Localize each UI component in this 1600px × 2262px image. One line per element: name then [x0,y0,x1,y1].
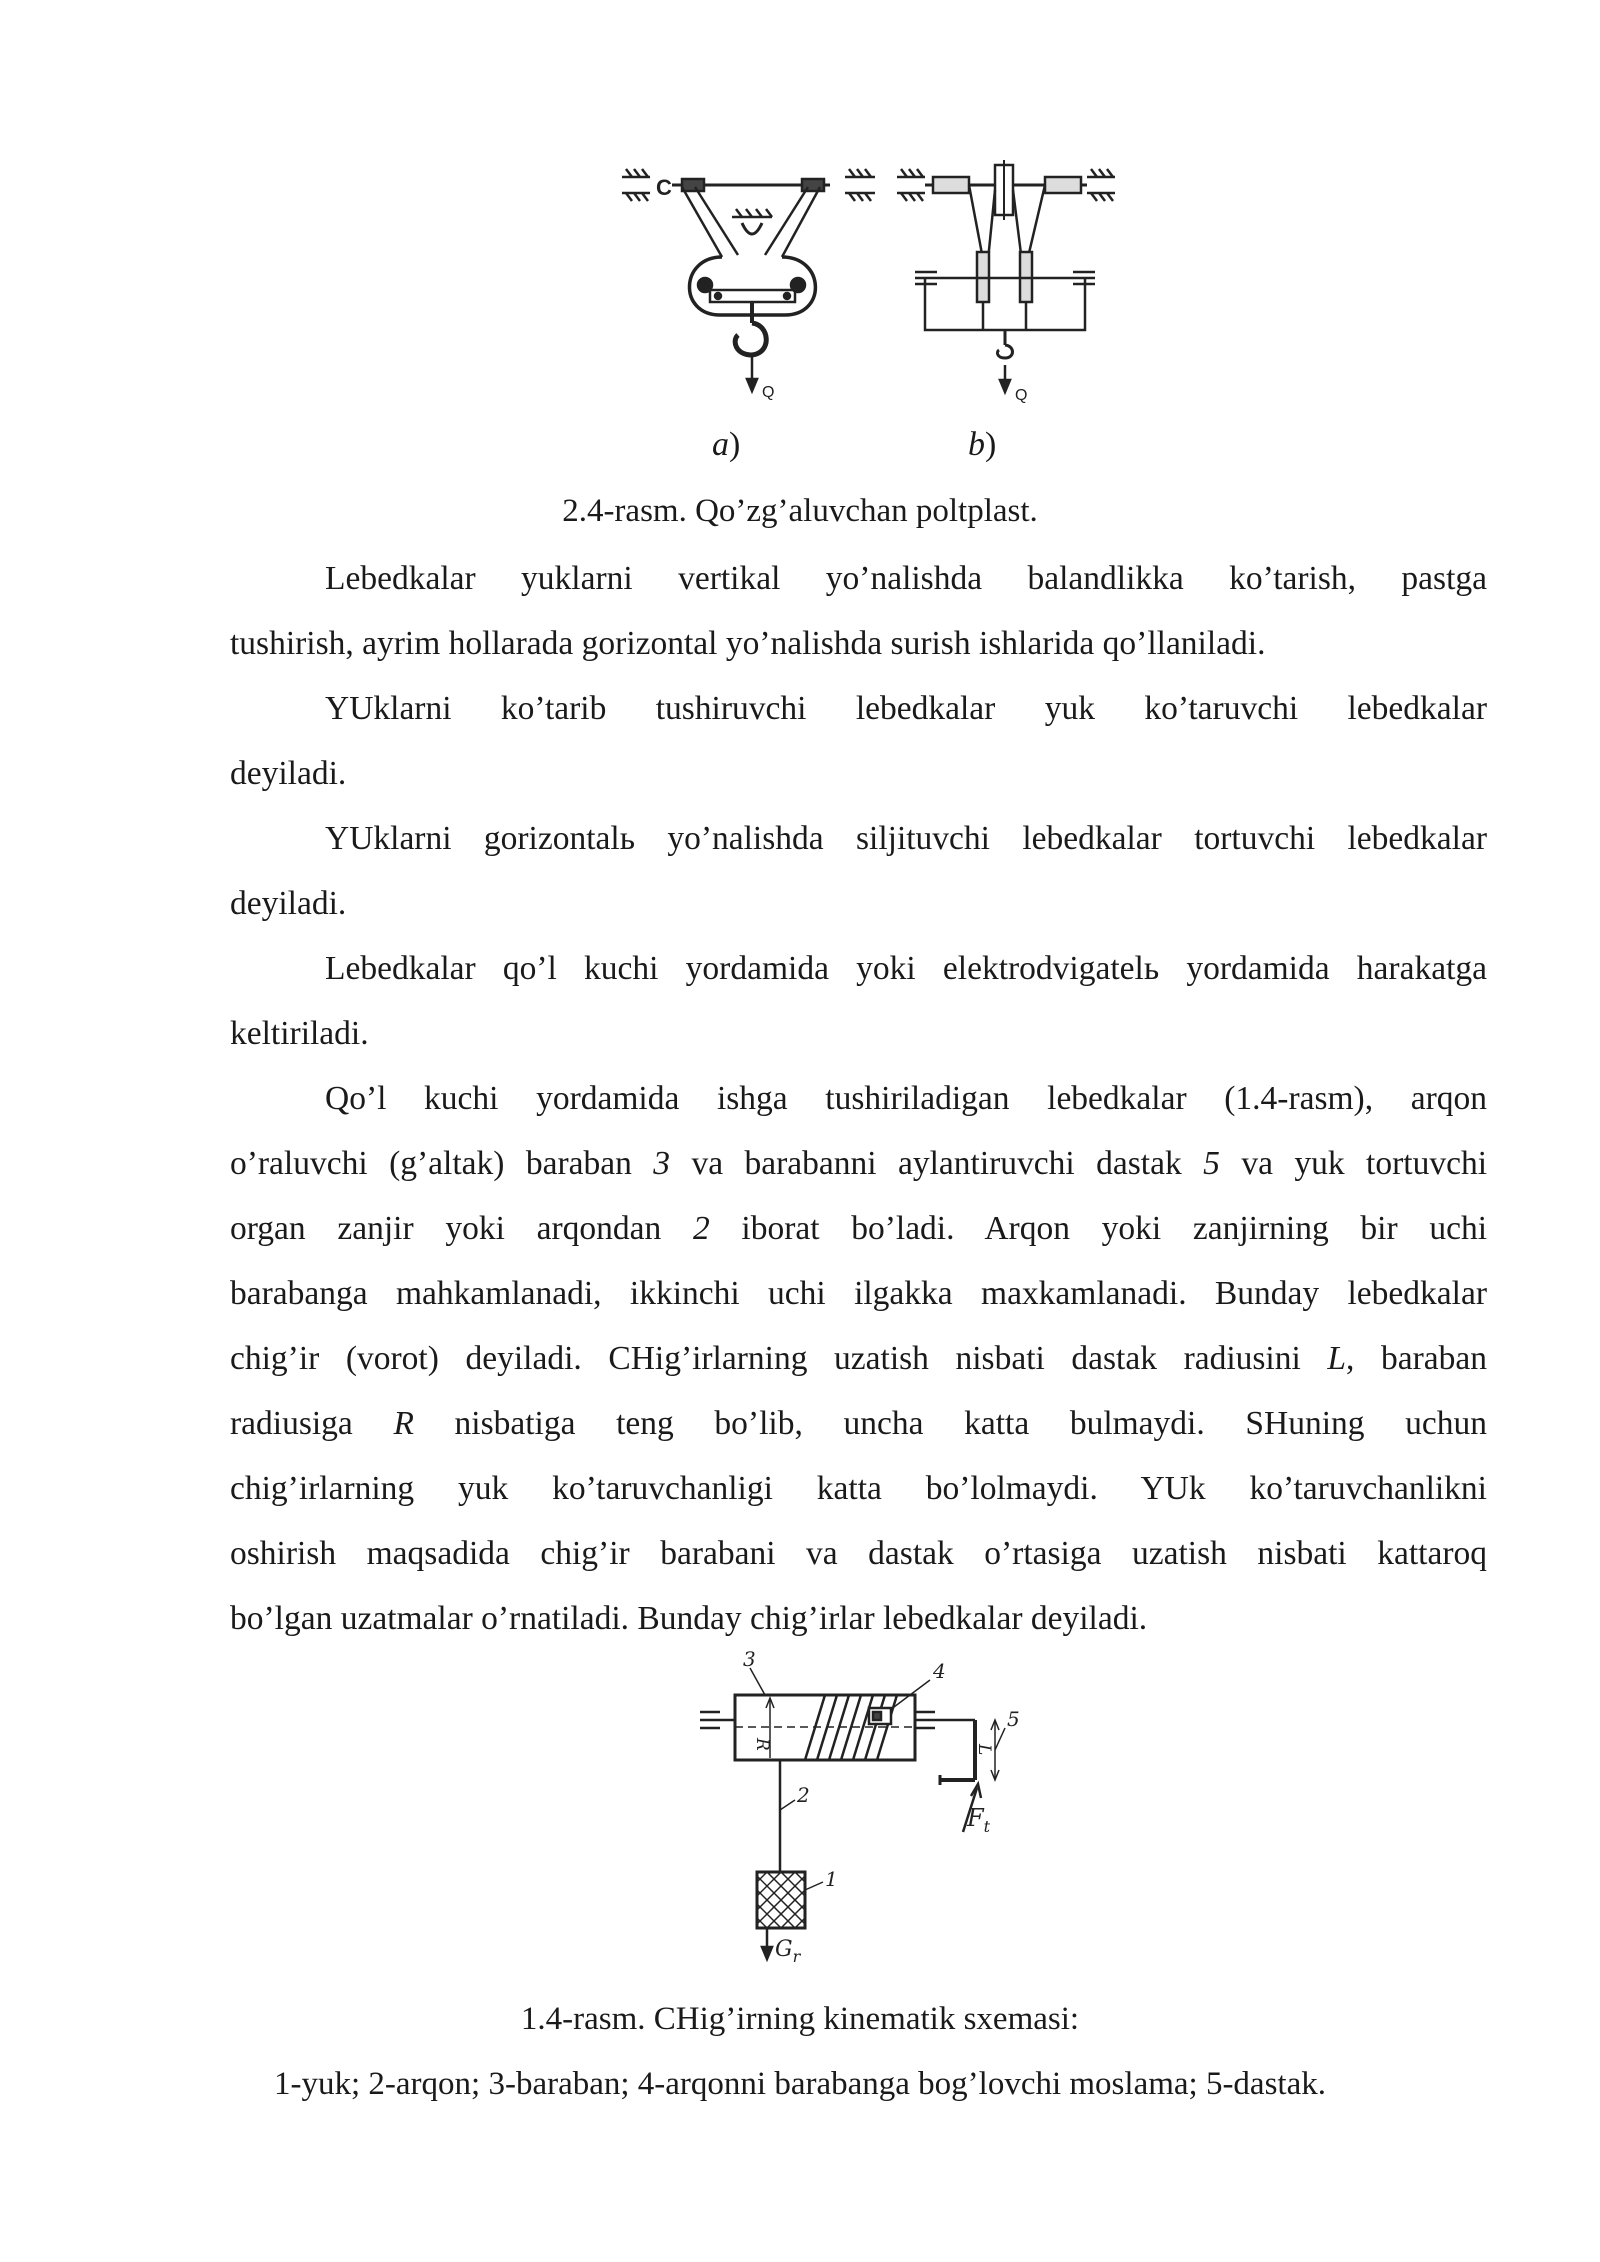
paragraph-2 [230,676,1487,806]
figure-1-4-caption: 1.4-rasm. CHig’irning kinematik sxemasi: [520,2001,1080,2037]
label-1: 1 [825,1867,838,1891]
ft-main: F [967,1804,984,1832]
paragraph-5 [230,1066,1487,1651]
figure-1-4-legend: 1-yuk; 2-arqon; 3-baraban; 4-arqonni barabanga bog’lovchi moslama; 5-dastak. [274,2066,1326,2102]
paragraph-3 [230,806,1487,936]
text-run: o’raluvchi (g’altak) baraban [230,1145,654,1182]
figure-2-4-caption: 2.4-rasm. Qo’zg’aluvchan poltplast. [562,493,1038,529]
paragraph-line: tushirish, ayrim hollarada gorizontal yo’nalishda surish ishlarida qo’llaniladi. [230,625,1266,662]
figure-2-4a-diagram [620,165,880,405]
label-Gr [775,1937,802,1966]
paragraph-line: YUklarni gorizontalь yo’nalishda siljituvchi lebedkalar tortuvchi lebedkalar [325,820,1487,857]
gr-main: G [775,1937,793,1962]
paragraph-line: deyiladi. [230,755,347,792]
paragraph-line: chig’irlarning yuk ko’taruvchanligi katta bo’lolmaydi. YUk ko’taruvchanlikni [230,1470,1487,1507]
label-5: 5 [1007,1707,1020,1731]
text-run: radiusiga [230,1405,394,1442]
label-4: 4 [933,1659,946,1683]
paragraph-line: Lebedkalar qo’l kuchi yordamida yoki elektrodvigatelь yordamida harakatga [325,950,1487,987]
text-run: , baraban [1346,1340,1487,1377]
ref-number: 5 [1203,1145,1220,1182]
label-L: L [974,1744,994,1756]
text-run: iborat bo’ladi. Arqon yoki zanjirning bir uchi [709,1210,1487,1247]
q-label-a: Q [762,384,775,401]
label-3: 3 [743,1650,756,1671]
paragraph-line: keltiriladi. [230,1015,369,1052]
figure-2-4-label-a [712,425,740,465]
c-label: C [656,175,672,200]
label-Ft [966,1804,991,1836]
figure-2-4-label-b [968,425,996,465]
text-run: va yuk tortuvchi [1219,1145,1488,1182]
paragraph-4 [230,936,1487,1066]
ref-number: 3 [653,1145,671,1182]
ft-sub: t [983,1817,991,1836]
paragraph-line: Lebedkalar yuklarni vertikal yo’nalishda balandlikka ko’tarish, pastga [325,560,1487,597]
text-run: va barabanni aylantiruvchi dastak [670,1145,1204,1182]
paragraph-line [230,1391,1487,1456]
paragraph-line [230,1326,1487,1391]
label-R: R [752,1738,772,1751]
figure-1-4-diagram [695,1650,1035,1970]
label-2: 2 [797,1783,810,1807]
symbol-R: R [393,1405,414,1442]
label-b-paren: ) [985,426,997,463]
paragraph-line: Qo’l kuchi yordamida ishga tushiriladigan lebedkalar (1.4-rasm), arqon [325,1080,1487,1117]
paragraph-line [230,1131,1487,1196]
symbol-L: L [1327,1340,1347,1377]
ref-number: 2 [692,1210,710,1247]
label-a-paren: ) [729,426,741,463]
paragraph-line [230,1196,1487,1261]
text-run: nisbatiga teng bo’lib, uncha katta bulmaydi. SHuning uchun [413,1405,1488,1442]
label-b-letter: b [968,426,985,463]
q-label-b: Q [1015,387,1028,404]
label-a-letter: a [712,426,729,463]
paragraph-line: barabanga mahkamlanadi, ikkinchi uchi ilgakka maxkamlanadi. Bunday lebedkalar [230,1275,1487,1312]
paragraph-line: YUklarni ko’tarib tushiruvchi lebedkalar yuk ko’taruvchi lebedkalar [325,690,1487,727]
paragraph-line: bo’lgan uzatmalar o’rnatiladi. Bunday chig’irlar lebedkalar deyiladi. [230,1600,1148,1637]
text-run: chig’ir (vorot) deyiladi. CHig’irlarning uzatish nisbati dastak radiusini [230,1340,1328,1377]
gr-sub: r [792,1947,801,1966]
figure-2-4b-diagram [895,160,1120,405]
paragraph-1 [230,546,1487,676]
paragraph-line: oshirish maqsadida chig’ir barabani va dastak o’rtasiga uzatish nisbati kattaroq [230,1535,1487,1572]
text-run: organ zanjir yoki arqondan [230,1210,693,1247]
paragraph-line: deyiladi. [230,885,347,922]
